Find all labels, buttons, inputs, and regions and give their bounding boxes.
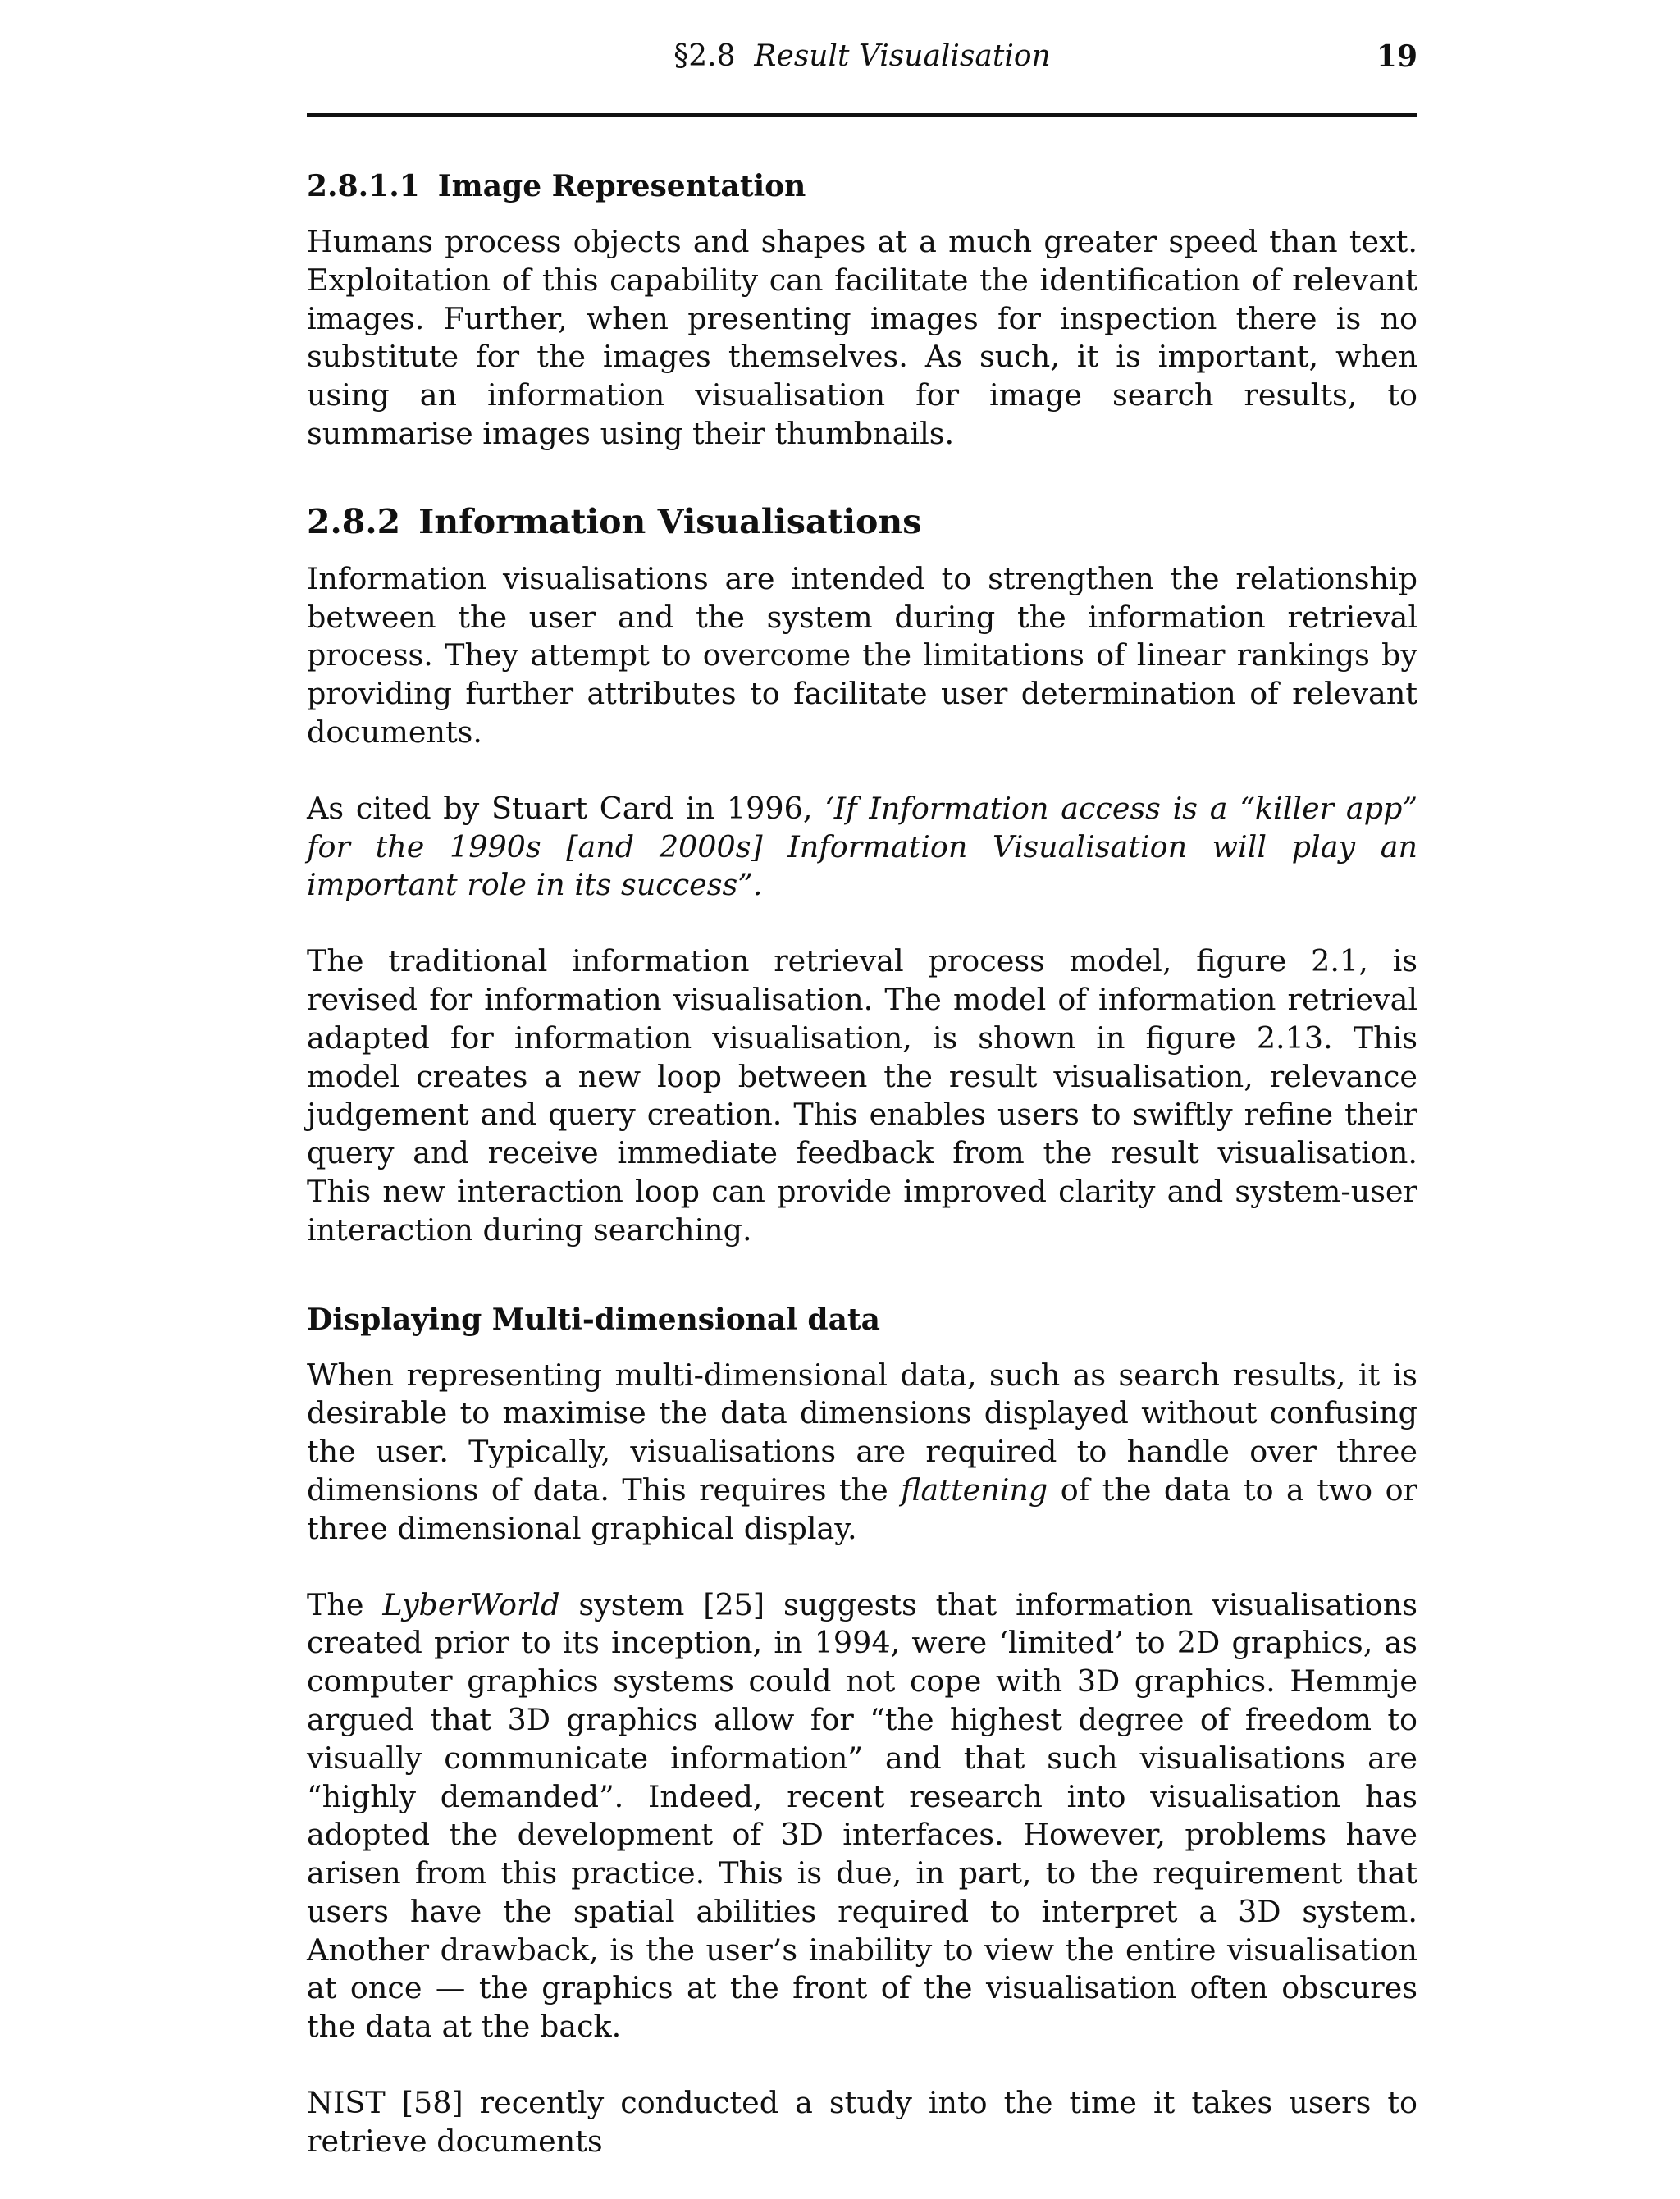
card-quote: ‘If Information access is a “killer app” for the 1990s [and 2000s] Information Visualisation will play an important role in its success”. xyxy=(307,790,1418,903)
page-number: 19 xyxy=(1376,39,1418,74)
emphasis-lyberworld: LyberWorld xyxy=(382,1586,560,1622)
heading-number: 2.8.2 xyxy=(307,501,401,541)
heading-information-visualisations xyxy=(307,501,1418,542)
text-run: system [25] suggests that information visualisations created prior to its inception, in 1994, were ‘limited’ to 2D graphics, as computer graphics systems could not cope with 3D graphics. Hemmje argued that 3D graphics allow for “the highest degree of freedom to visually communicate information” and that such visualisations are “highly demanded”. Indeed, recent research into visualisation has adopted the development of 3D interfaces. However, problems have arisen from this practice. This is due, in part, to the requirement that users have the spatial abilities required to interpret a 3D system. Another drawback, is the user’s inability to view the entire visualisation at once — the graphics at the front of the visualisation often obscures the data at the back. xyxy=(307,1586,1418,2045)
section-title: Result Visualisation xyxy=(754,39,1051,73)
heading-number: 2.8.1.1 xyxy=(307,169,420,203)
paragraph-infovis-intro: Information visualisations are intended to strengthen the relationship between the user and the system during the information retrieval process. They attempt to overcome the limitations of linear rankings by providing further attributes to facilitate user determination of relevant documents. xyxy=(307,560,1418,750)
heading-image-representation xyxy=(307,167,1418,205)
emphasis-flattening: flattening xyxy=(901,1471,1048,1508)
paragraph-image-representation: Humans process objects and shapes at a much greater speed than text. Exploitation of this capability can facilitate the identification of relevant images. Further, when presenting images for inspection there is no substitute for the images themselves. As such, it is important, when using an information visualisation for image search results, to summarise images using their thumbnails. xyxy=(307,224,1418,451)
paragraph-nist: NIST [58] recently conducted a study into the time it takes users to retrieve documents xyxy=(307,2085,1418,2159)
text-run: When representing multi-dimensional data, such as search results, it is desirable to maximise the data dimensions displayed without confusing the user. Typically, visualisations are required to handle over three dimensions of data. This requires the xyxy=(307,1357,1418,1508)
body-content xyxy=(307,167,1418,2199)
paragraph-lyberworld xyxy=(307,1586,1418,2047)
heading-text: Image Representation xyxy=(437,169,806,203)
paragraph-process-model: The traditional information retrieval process model, figure 2.1, is revised for information visualisation. The model of information retrieval adapted for information visualisation, is shown in figure 2.13. This model creates a new loop between the result visualisation, relevance judgement and query creation. This enables users to swiftly refine their query and receive immediate feedback from the result visualisation. This new interaction loop can provide improved clarity and system-user interaction during searching. xyxy=(307,943,1418,1248)
text-run: of the data to a two or three dimensional graphical display. xyxy=(307,1471,1418,1546)
paragraph-card-quote xyxy=(307,790,1418,905)
heading-text: Information Visualisations xyxy=(418,501,922,541)
paragraph-multi-dimensional xyxy=(307,1357,1418,1549)
quote-lead: As cited by Stuart Card in 1996, xyxy=(307,790,825,826)
text-run: The xyxy=(307,1586,383,1622)
running-header xyxy=(307,36,1418,77)
section-symbol: §2.8 xyxy=(673,39,736,73)
header-rule xyxy=(307,113,1418,117)
running-header-section xyxy=(307,36,1418,77)
heading-multi-dimensional: Displaying Multi-dimensional data xyxy=(307,1302,880,1337)
